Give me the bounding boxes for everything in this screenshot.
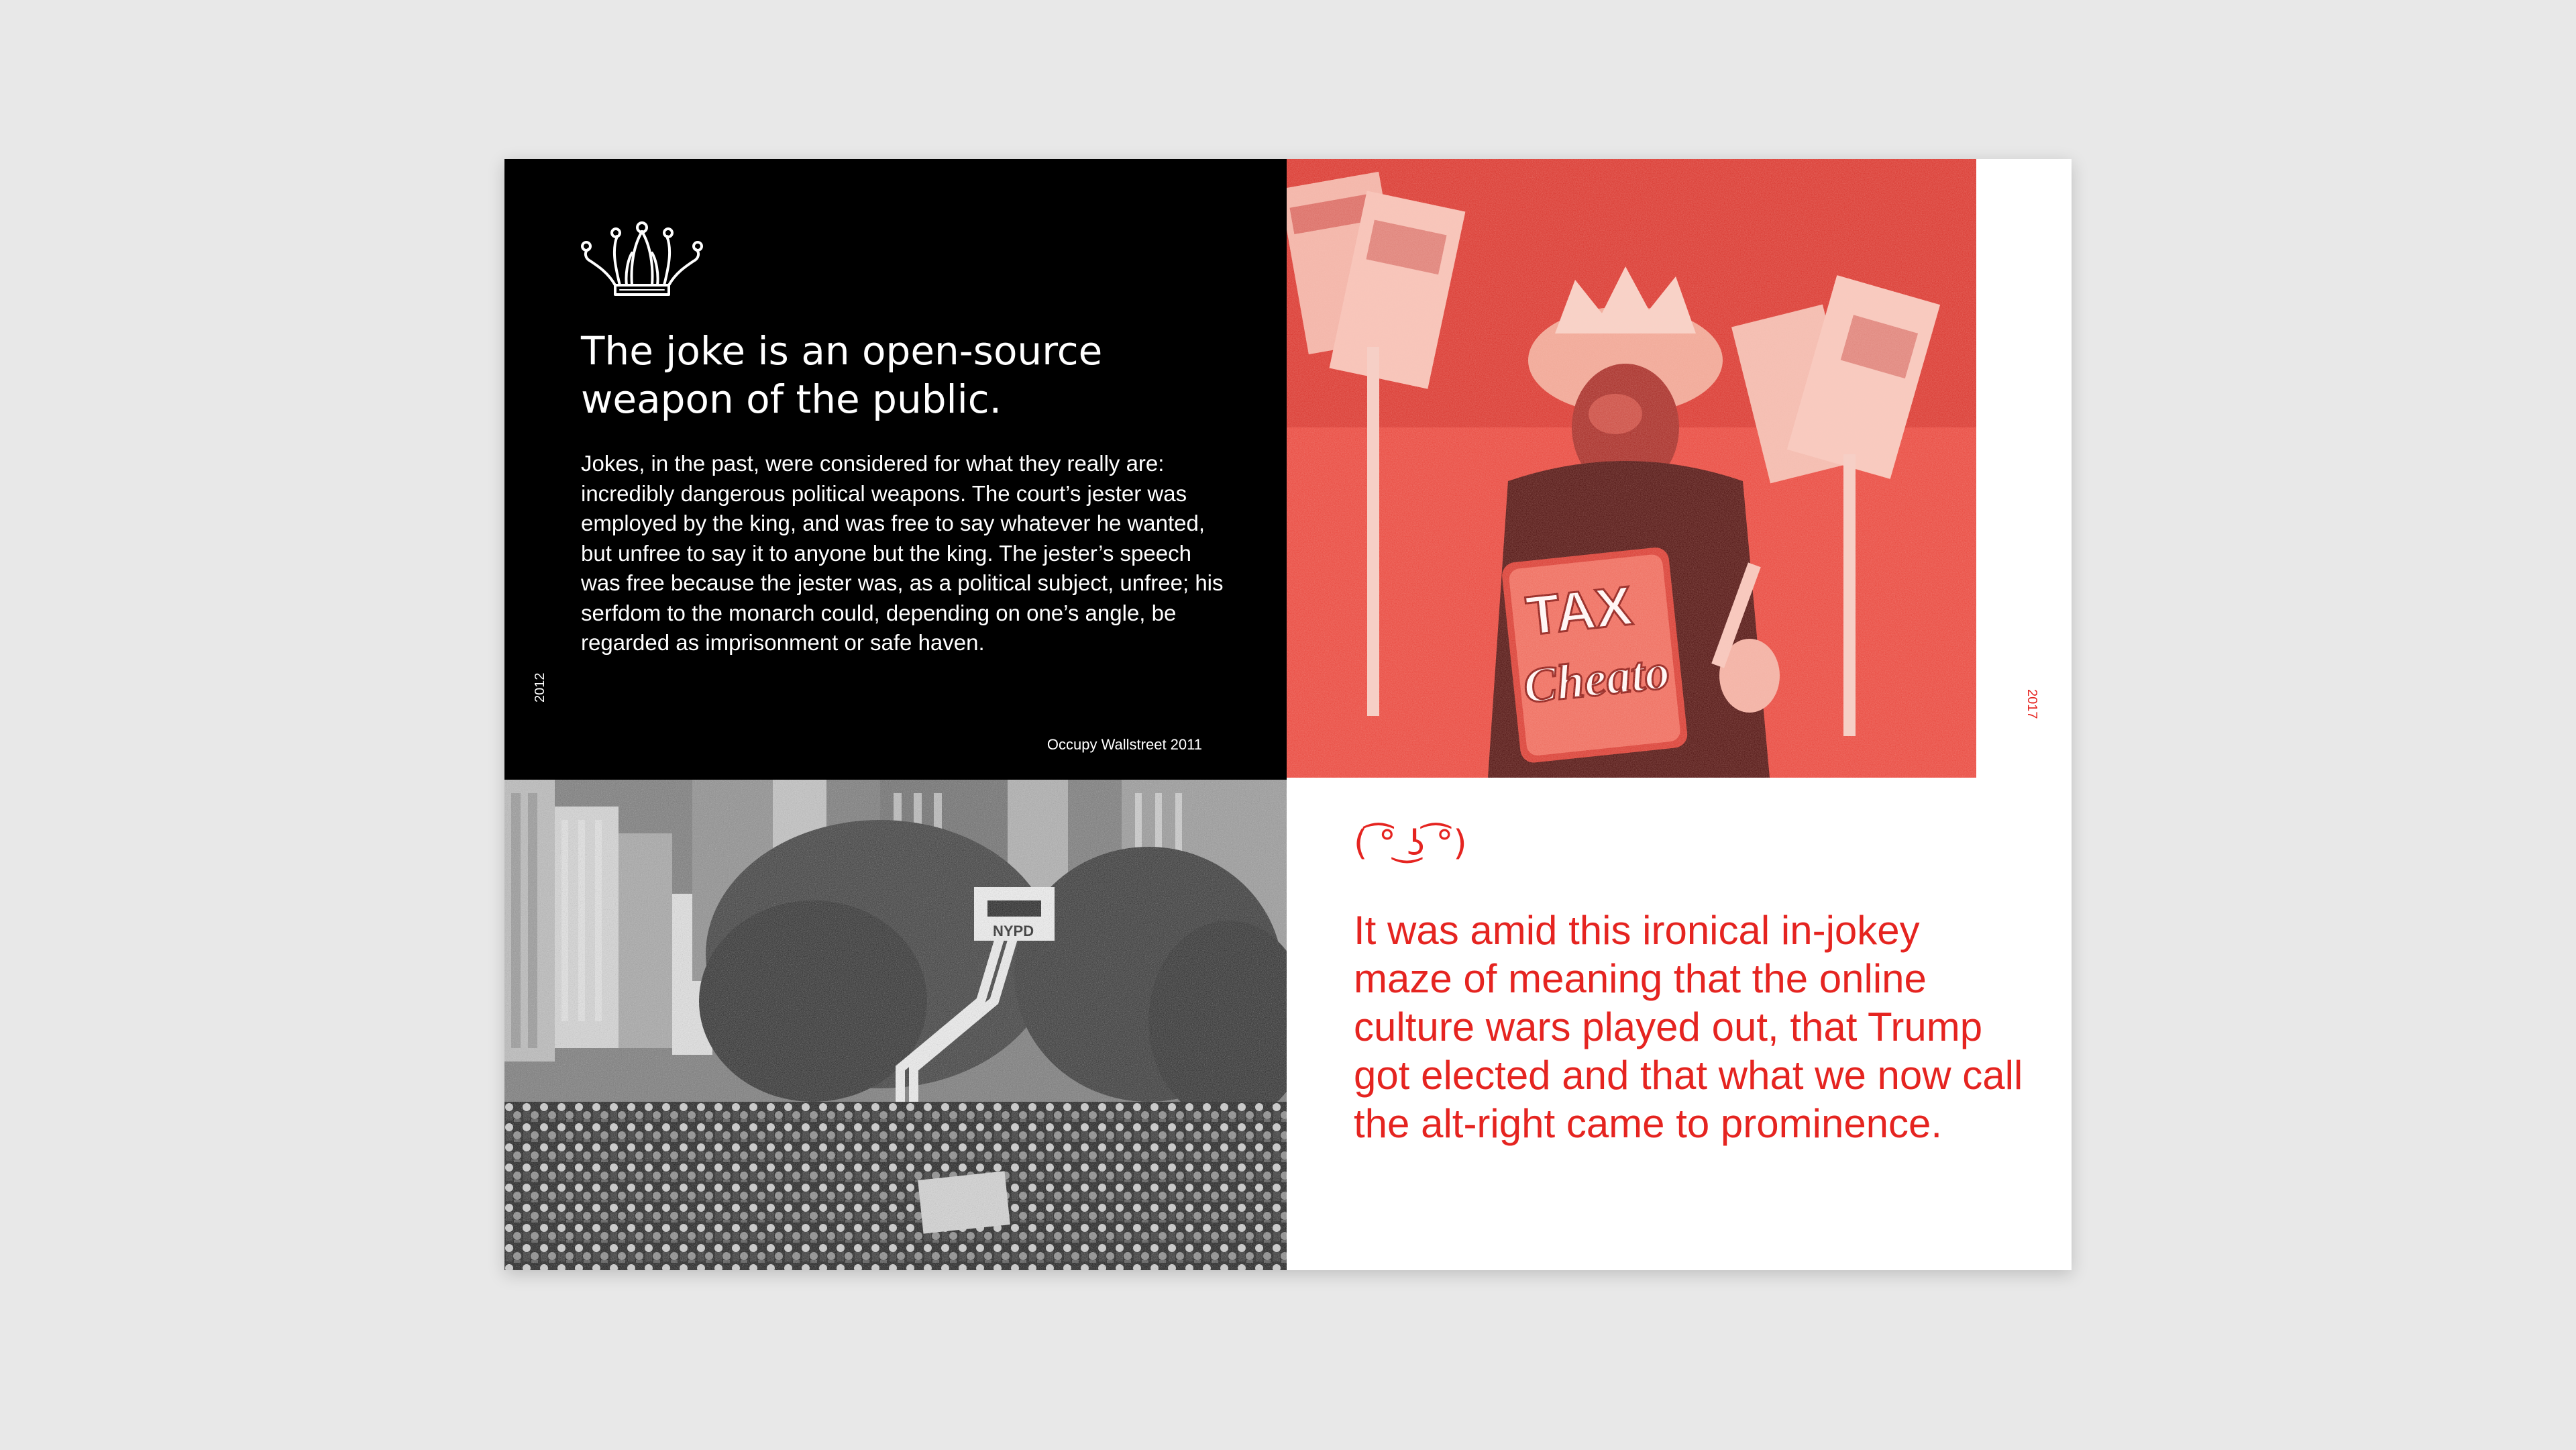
pull-quote: It was amid this ironical in-jokey maze of meaning that the online culture wars played out, that Trump got elected and that what we now call the alt-right came to prominence. [1354,908,2023,1146]
right-page [1287,159,2072,1270]
tax-cheato-protest-photo [1287,159,1976,778]
page-heading: The joke is an open-source weapon of the public. [581,328,1103,422]
page-year-right: 2017 [2025,689,2039,719]
magazine-spread [504,159,2072,1270]
page-year-left: 2012 [533,672,547,703]
occupy-wallstreet-photo [504,780,1287,1270]
jester-crown-icon [578,219,706,307]
left-page [504,159,1287,1270]
lenny-face-emoticon: ( ͡° ͜ʖ ͡°) [1354,823,1467,864]
photo-caption: Occupy Wallstreet 2011 [1046,736,1202,753]
body-paragraph: Jokes, in the past, were considered for what they really are: incredibly dangerous political weapons. The court’s jester was employed by the king, and was free to say whatever he wanted, but unfree to say it to anyone but the king. The jester’s speech was free because the jester was, as a political subject, unfree; his serfdom to the monarch could, depending on one’s angle, be regarded as imprisonment or safe haven. [581,451,1224,655]
